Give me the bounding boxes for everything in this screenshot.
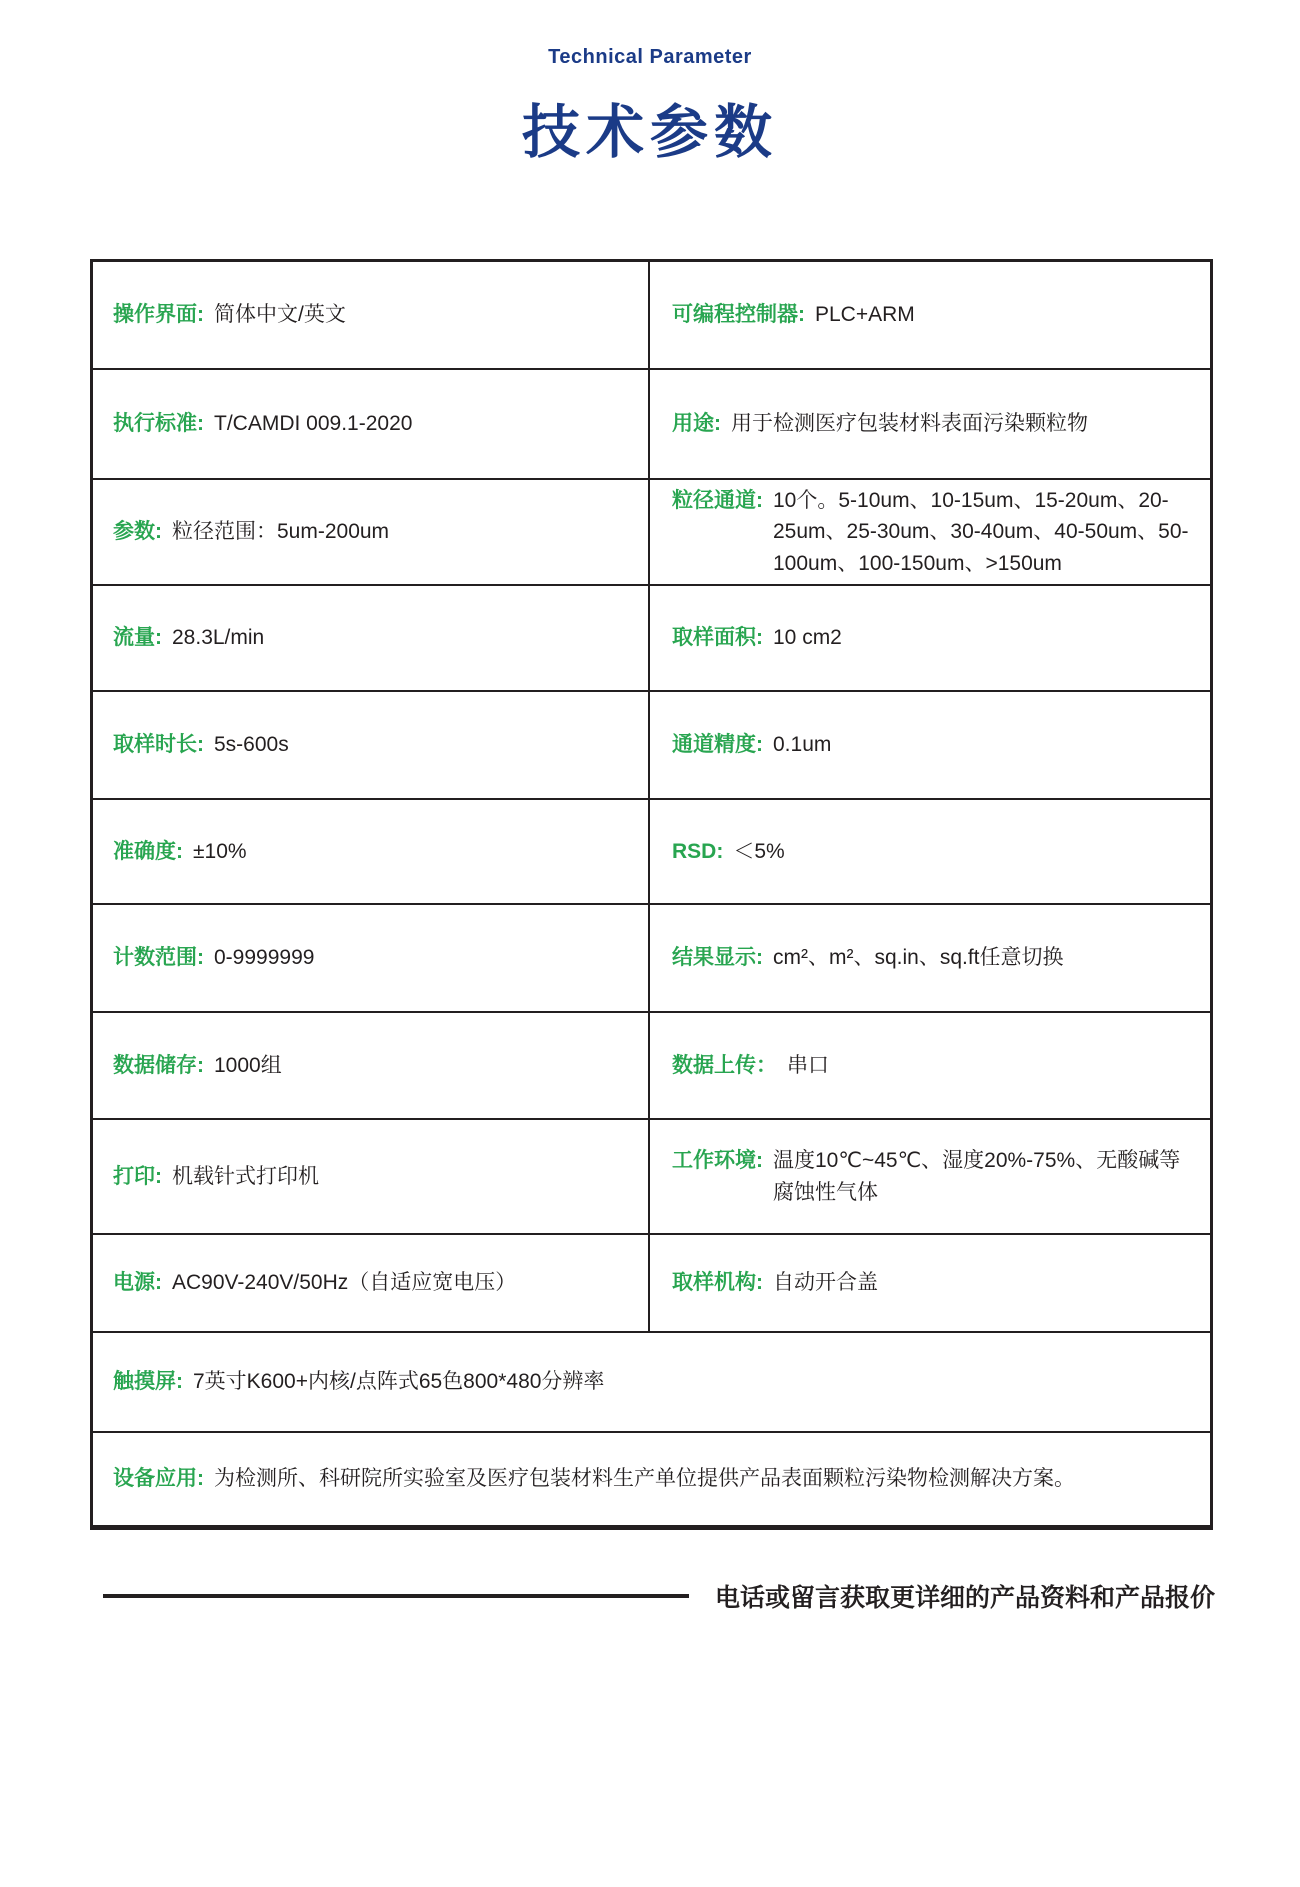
spec-cell — [650, 800, 1210, 903]
spec-label: 通道精度: — [672, 733, 763, 757]
spec-table — [90, 259, 1213, 1530]
spec-value: 28.3L/min — [172, 626, 265, 650]
spec-label: 计数范围: — [113, 946, 204, 970]
spec-cell — [93, 905, 650, 1011]
spec-label: 准确度: — [113, 839, 183, 863]
footer — [0, 1578, 1300, 1614]
spec-label: 取样机构: — [672, 1271, 763, 1295]
spec-label: 流量: — [113, 626, 162, 650]
spec-label: RSD: — [672, 839, 724, 863]
spec-label: 粒径通道: — [672, 488, 763, 512]
spec-label: 打印: — [113, 1164, 162, 1188]
spec-cell — [93, 1235, 650, 1331]
spec-label: 取样面积: — [672, 626, 763, 650]
spec-cell — [93, 370, 650, 478]
spec-label: 设备应用: — [113, 1467, 204, 1491]
spec-value: AC90V-240V/50Hz（自适应宽电压） — [172, 1271, 517, 1295]
spec-cell — [650, 1235, 1210, 1331]
spec-value: 粒径范围：5um-200um — [172, 520, 390, 544]
spec-cell — [93, 800, 650, 903]
table-row — [93, 903, 1210, 1011]
spec-cell — [650, 1013, 1210, 1118]
spec-value: 0-9999999 — [214, 946, 315, 970]
spec-label: 可编程控制器: — [672, 303, 805, 327]
spec-value: 温度10℃~45℃、湿度20%-75%、无酸碱等腐蚀性气体 — [773, 1149, 1181, 1204]
spec-value: 10个。5-10um、10-15um、15-20um、20-25um、25-30um、30-40um、40-50um、50-100um、100-150um、>150um — [773, 488, 1189, 575]
table-row — [93, 478, 1210, 584]
spec-value: 机载针式打印机 — [172, 1164, 319, 1188]
table-row — [93, 1331, 1210, 1431]
spec-cell — [650, 262, 1210, 368]
spec-label: 执行标准: — [113, 412, 204, 436]
table-row — [93, 368, 1210, 478]
page-subtitle: Technical Parameter — [548, 46, 752, 68]
spec-cell — [93, 1333, 1210, 1431]
spec-value: ＜5% — [733, 839, 785, 863]
table-row — [93, 1118, 1210, 1233]
spec-cell — [650, 1120, 1210, 1233]
spec-label: 用途: — [672, 412, 721, 436]
table-row — [93, 1011, 1210, 1118]
spec-cell — [93, 586, 650, 690]
spec-label: 数据储存: — [113, 1053, 204, 1077]
spec-value: 10 cm2 — [773, 626, 842, 650]
spec-value: 简体中文/英文 — [214, 303, 346, 327]
spec-cell — [650, 586, 1210, 690]
spec-cell — [93, 1433, 1210, 1525]
spec-cell — [93, 1013, 650, 1118]
footer-note: 电话或留言获取更详细的产品资料和产品报价 — [714, 1584, 1215, 1612]
spec-label: 结果显示: — [672, 946, 763, 970]
table-row — [93, 1431, 1210, 1525]
spec-label: 参数: — [113, 520, 162, 544]
spec-value: 用于检测医疗包装材料表面污染颗粒物 — [731, 412, 1088, 436]
spec-cell — [650, 692, 1210, 798]
spec-cell — [93, 692, 650, 798]
page-title: 技术参数 — [521, 100, 778, 165]
table-row — [93, 798, 1210, 903]
spec-value: cm²、m²、sq.in、sq.ft任意切换 — [773, 946, 1064, 970]
spec-value: ±10% — [193, 839, 247, 863]
spec-label: 电源: — [113, 1271, 162, 1295]
spec-value: 1000组 — [214, 1053, 282, 1077]
spec-label: 数据上传： — [672, 1053, 777, 1077]
page-header — [0, 0, 1300, 169]
table-row — [93, 262, 1210, 368]
table-row — [93, 1233, 1210, 1331]
spec-value: 为检测所、科研院所实验室及医疗包装材料生产单位提供产品表面颗粒污染物检测解决方案。 — [214, 1467, 1075, 1491]
spec-label: 操作界面: — [113, 303, 204, 327]
spec-cell — [93, 1120, 650, 1233]
spec-label: 工作环境: — [672, 1149, 763, 1172]
spec-label: 取样时长: — [113, 733, 204, 757]
spec-cell — [650, 370, 1210, 478]
spec-cell — [93, 480, 650, 584]
spec-value: 5s-600s — [214, 733, 289, 757]
spec-label: 触摸屏: — [113, 1370, 183, 1394]
spec-cell — [93, 262, 650, 368]
spec-cell — [650, 905, 1210, 1011]
spec-value: 7英寸K600+内核/点阵式65色800*480分辨率 — [193, 1370, 605, 1394]
footer-divider — [103, 1594, 689, 1598]
spec-cell — [650, 480, 1210, 584]
spec-value: T/CAMDI 009.1-2020 — [214, 412, 413, 436]
table-row — [93, 584, 1210, 690]
spec-value: 自动开合盖 — [773, 1271, 878, 1295]
spec-value: PLC+ARM — [815, 303, 915, 327]
table-row — [93, 690, 1210, 798]
spec-value: 串口 — [787, 1053, 829, 1077]
spec-value: 0.1um — [773, 733, 832, 757]
